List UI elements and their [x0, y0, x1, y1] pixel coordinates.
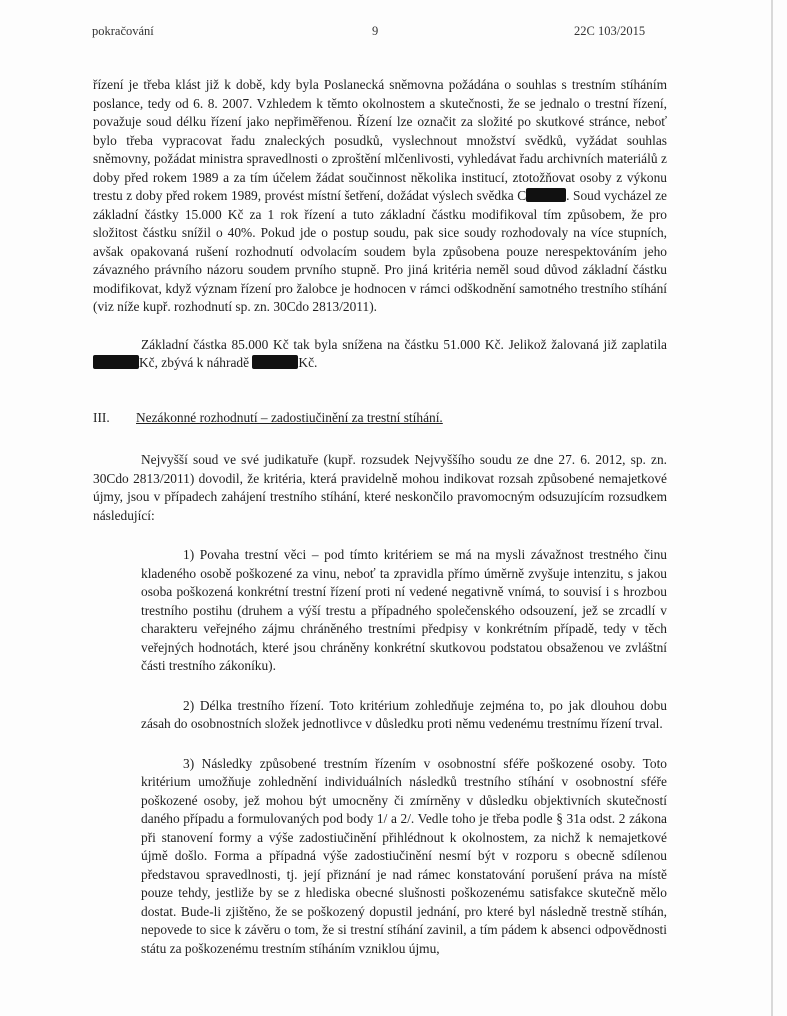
- header-page-number: 9: [372, 24, 379, 38]
- amount-text-b: Kč, zbývá k náhradě: [139, 355, 253, 370]
- section-heading: [93, 409, 667, 428]
- amount-text-c: Kč.: [298, 355, 318, 370]
- paragraph-delay-assessment: [93, 76, 667, 317]
- header-continuation: pokračování: [92, 24, 154, 38]
- list-item-text: 1) Povaha trestní věci – pod tímto kritériem se má na mysli závažnost trestného činu kladeného osobě poškozené za vinu, neboť ta zpravidla přímo úměrně zvyšuje intenzitu, s jakou osoba poškozená konkrétní trestní řízení proti ní vedené negativně vnímá, to souvisí i s hrozbou trestního postihu (druhem a výší trestu a případného společenského odsouzení, jež se zrcadlí v charakteru veřejného zájmu chráněného trestními předpisy v konkrétním případě, tedy v těch veřejných hodnotách, které jsou chráněny konkrétní skutkovou podstatou obsaženou ve zvláštní části trestního zákoníku).: [141, 547, 667, 673]
- amount-text-a: Základní částka 85.000 Kč tak byla snížena na částku 51.000 Kč. Jelikož žalovaná již zaplatila: [141, 336, 667, 352]
- section-number: III.: [93, 409, 110, 425]
- redaction-box: [93, 355, 139, 369]
- list-item: [93, 697, 667, 734]
- redaction-box: [252, 355, 298, 369]
- list-item-text: 2) Délka trestního řízení. Toto kritérium zohledňuje zejména to, po jak dlouhou dobu zásah do osobnostních složek jednotlivce v důsledku proti němu vedenému trestnímu řízení trval.: [141, 697, 667, 731]
- header-case-number: 22C 103/2015: [574, 24, 646, 38]
- paragraph-text: řízení je třeba klást již k době, kdy byla Poslanecká sněmovna požádána o souhlas s trestním stíháním poslance, tedy od 6. 8. 2007. Vzhledem k těmto okolnostem a skutečnosti, že se jednalo o trestní řízení, považuje soud délku řízení jako nepřiměřenou. Řízení lze označit za složité po skutkové stránce, neboť bylo třeba vypracovat řadu znaleckých posudků, vyslechnout množství svědků, vyžádat souhlas sněmovny, požádat ministra spravedlnosti o zproštění mlčenlivosti, vyhledávat řadu archivních materiálů z doby před rokem 1989 a za tím účelem žádat součinnost několika institucí, ztotožňovat osoby z výkonu trestu z doby před rokem 1989, provést místní šetření, dožádat výslech svědka C: [93, 77, 667, 203]
- paragraph-supreme-court: Nejvyšší soud ve své judikatuře (kupř. rozsudek Nejvyššího soudu ze dne 27. 6. 2012, sp. zn. 30Cdo 2813/2011) dovodil, že kritéria, která pravidelně mohou indikovat rozsah způsobené nemajetkové újmy, jsou v případech zahájení trestního stíhání, které neskončilo pravomocným odsuzujícím rozsudkem následující:: [93, 452, 667, 523]
- section-title: Nezákonné rozhodnutí – zadostiučinění za trestní stíhání.: [136, 409, 443, 425]
- list-item: [93, 546, 667, 676]
- paragraph-text-cont: . Soud vycházel ze základní částky 15.000 Kč za 1 rok řízení a tuto základní částku modifikoval tím způsobem, že pro složitost částku snížil o 40%. Pokud jde o postup soudu, pak sice soudy rozhodovaly na více stupních, avšak opakovaná rušení rozhodnutí odvolacím soudem byla způsobena pouze nerespektováním jeho závazného právního názoru soudem prvního stupně. Pro jiná kritéria neměl soud důvod základní částku modifikovat, když význam řízení pro žalobce je hodnocen v rámci odškodnění samotného trestního stíhání (viz níže kupř. rozhodnutí sp. zn. 30Cdo 2813/2011).: [93, 188, 667, 314]
- redaction-box: [526, 188, 566, 202]
- list-item: [93, 755, 667, 959]
- list-item-text: 3) Následky způsobené trestním řízením v osobnostní sféře poškozené osoby. Toto kritérium umožňuje zohlednění individuálních následků trestního stíhání v osobnostní sféře poškozené osoby, jež mohou být umocněny či zmírněny v důsledku objektivních skutečností daného případu a formulovaných pod body 1/ a 2/. Vedle toho je třeba podle § 31a odst. 2 zákona při stanovení formy a výše zadostiučinění přihlédnout k okolnostem, za nichž k nemajetkové újmě došlo. Forma a případná výše zadostiučinění nesmí být v rozporu s obecně sdílenou představou spravedlnosti, tj. její přiznání je nad rámec konstatování porušení práva na místě pouze tehdy, jestliže by se z hlediska obecné slušnosti poškozenému satisfakce skutečně mělo dostat. Bude-li zjištěno, že se poškozený dopustil jednání, pro které byl následně trestně stíhán, nepovede to sice k závěru o tom, že si trestní stíhání zavinil, a tím pádem k absenci odpovědnosti státu za poškozenému trestním stíháním vzniklou újmu,: [141, 755, 667, 956]
- page-edge: [771, 0, 773, 1016]
- document-body: [93, 76, 667, 958]
- paragraph-amount: [93, 336, 667, 373]
